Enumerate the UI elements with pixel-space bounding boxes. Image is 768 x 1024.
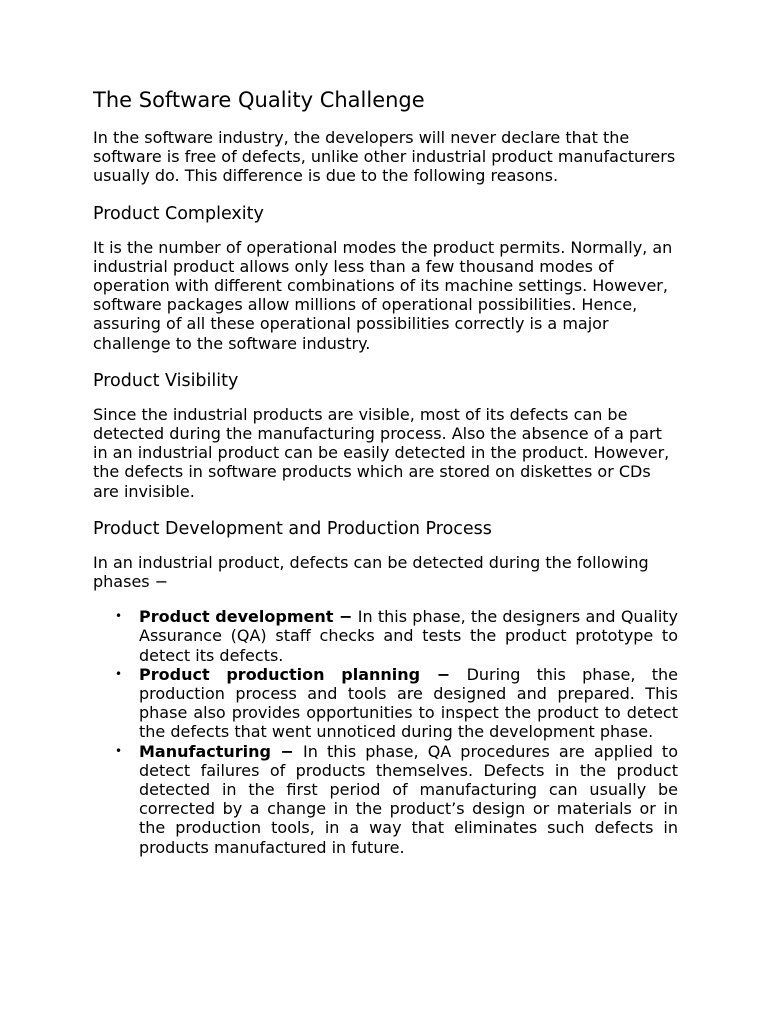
list-item-manufacturing [115,741,678,857]
section-body-development-production: In an industrial product, defects can be detected during the following phases − [93,552,649,592]
list-item-product-production-planning [115,664,678,742]
section-heading-development-production: Product Development and Production Process [93,518,492,539]
bullet-icon: • [115,666,123,681]
section-heading-product-visibility: Product Visibility [93,370,239,391]
phase-description: In this phase, QA procedures are applied to detect failures of products themselves. Defects in the product detected in the first period of manufacturing can usually be corrected by a change in the product’s design or materials or in the production tools, in a way that eliminates such defects in products manufactured in future. [139,741,678,857]
section-heading-product-complexity: Product Complexity [93,203,264,224]
phase-description: In this phase, the designers and Quality Assurance (QA) staff checks and tests the product prototype to detect its defects. [139,607,679,665]
intro-paragraph: In the software industry, the developers will never declare that the software is free of defects, unlike other industrial product manufacturers usually do. This difference is due to the following reasons. [93,128,676,186]
phase-description: During this phase, the production process and tools are designed and prepared. This phase also provides opportunities to inspect the product to detect the defects that went unnoticed during the development phase. [139,664,678,742]
section-body-product-complexity: It is the number of operational modes the product permits. Normally, an industrial product allows only less than a few thousand modes of operation with different combinations of its machine settings. However, software packages allow millions of operational possibilities. Hence, assuring of all these operational possibilities correctly is a major challenge to the software industry. [93,237,673,353]
bullet-icon: • [115,743,123,758]
document-page [93,86,678,857]
phase-list [93,607,678,857]
phase-term: Manufacturing − [139,741,294,761]
list-item-product-development [115,607,679,665]
phase-term: Product development − [139,607,353,627]
section-body-product-visibility: Since the industrial products are visible, most of its defects can be detected during the manufacturing process. Also the absence of a part in an industrial product can be easily detected in the product. However, the defects in software products which are stored on diskettes or CDs are invisible. [93,404,670,501]
phase-term: Product production planning − [139,664,451,684]
bullet-icon: • [115,609,123,624]
document-title: The Software Quality Challenge [93,88,425,112]
